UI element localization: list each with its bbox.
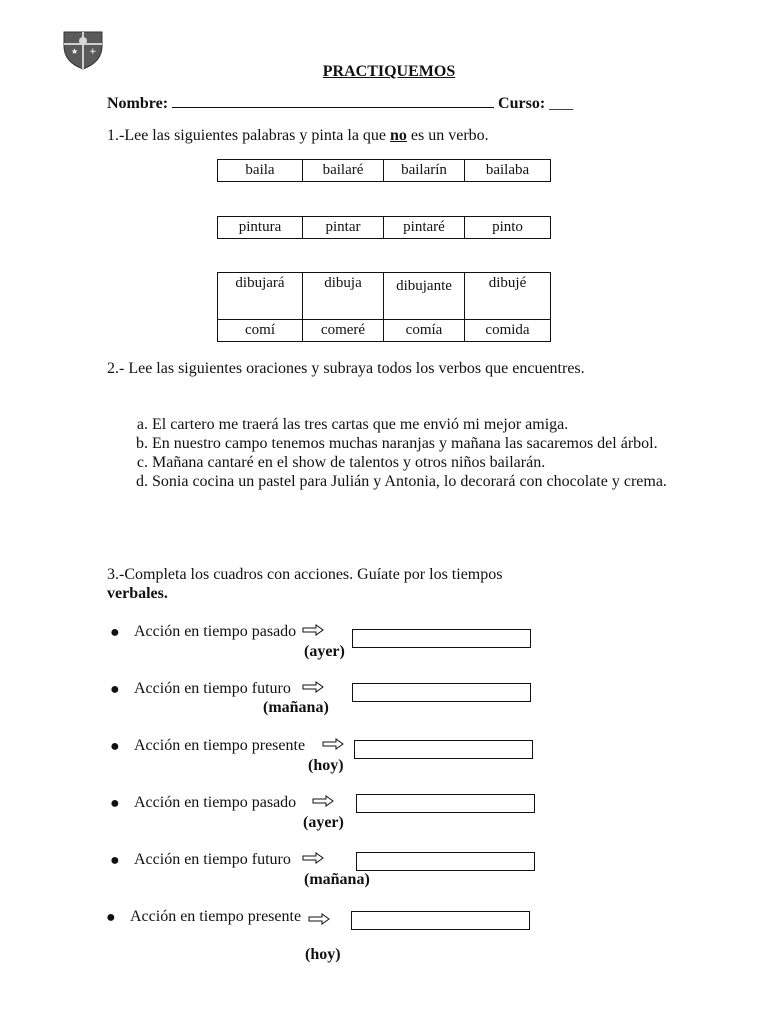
answer-box[interactable] xyxy=(356,794,535,813)
action-label: Acción en tiempo presente xyxy=(130,908,302,925)
sentence-item: d. Sonia cocina un pastel para Julián y Antonia, lo decorará con chocolate y crema. xyxy=(152,472,692,491)
word-cell[interactable]: dibujé xyxy=(465,273,551,320)
sentence-list xyxy=(128,415,692,491)
word-cell[interactable]: comeré xyxy=(303,320,384,342)
time-hint: (ayer) xyxy=(303,814,344,831)
action-label: Acción en tiempo pasado xyxy=(134,623,297,640)
curso-label: Curso: xyxy=(498,95,546,112)
word-table-3 xyxy=(217,272,551,342)
time-hint: (mañana) xyxy=(263,699,329,716)
word-cell[interactable]: bailaba xyxy=(465,160,551,182)
word-table-2 xyxy=(217,216,551,239)
right-arrow-icon xyxy=(322,738,344,750)
word-cell[interactable]: pintaré xyxy=(384,217,465,239)
bullet-icon: ● xyxy=(110,738,120,755)
action-label: Acción en tiempo futuro xyxy=(134,851,291,868)
time-hint: (hoy) xyxy=(305,946,341,963)
right-arrow-icon xyxy=(308,913,330,925)
word-cell[interactable]: bailaré xyxy=(303,160,384,182)
curso-field[interactable]: ___ xyxy=(549,95,574,112)
word-cell[interactable]: dibujará xyxy=(218,273,303,320)
word-cell[interactable]: pinto xyxy=(465,217,551,239)
word-cell[interactable]: pintura xyxy=(218,217,303,239)
bullet-icon: ● xyxy=(110,681,120,698)
word-cell[interactable]: bailarín xyxy=(384,160,465,182)
bullet-icon: ● xyxy=(110,852,120,869)
action-label: Acción en tiempo futuro xyxy=(134,680,291,697)
question-2: 2.- Lee las siguientes oraciones y subraya todos los verbos que encuentres. xyxy=(107,360,585,377)
name-course-line xyxy=(107,95,573,113)
bullet-icon: ● xyxy=(110,624,120,641)
action-label: Acción en tiempo pasado xyxy=(134,794,297,811)
nombre-label: Nombre: xyxy=(107,95,169,112)
right-arrow-icon xyxy=(302,852,324,864)
svg-text:★: ★ xyxy=(71,47,79,56)
time-hint: (mañana) xyxy=(304,871,370,888)
nombre-field[interactable] xyxy=(172,107,494,108)
question-3: 3.-Completa los cuadros con acciones. Guíate por los tiempos verbales. xyxy=(107,566,503,602)
bullet-icon: ● xyxy=(110,795,120,812)
word-cell[interactable]: pintar xyxy=(303,217,384,239)
answer-box[interactable] xyxy=(354,740,533,759)
word-cell[interactable]: dibujante xyxy=(384,273,465,320)
no-emphasis: no xyxy=(390,127,407,144)
answer-box[interactable] xyxy=(356,852,535,871)
sentence-item: b. En nuestro campo tenemos muchas naranjas y mañana las sacaremos del árbol. xyxy=(152,434,692,453)
bullet-icon: ● xyxy=(106,909,116,926)
word-cell[interactable]: comía xyxy=(384,320,465,342)
time-hint: (ayer) xyxy=(304,643,345,660)
word-cell[interactable]: comí xyxy=(218,320,303,342)
word-cell[interactable]: baila xyxy=(218,160,303,182)
time-hint: (hoy) xyxy=(308,757,344,774)
page-title: PRACTIQUEMOS xyxy=(322,63,456,80)
sentence-item: c. Mañana cantaré en el show de talentos y otros niños bailarán. xyxy=(152,453,692,472)
word-cell[interactable]: dibuja xyxy=(303,273,384,320)
sentence-item: a. El cartero me traerá las tres cartas que me envió mi mejor amiga. xyxy=(152,415,692,434)
word-table-1 xyxy=(217,159,551,182)
action-label: Acción en tiempo presente xyxy=(134,737,306,754)
question-1: 1.-Lee las siguientes palabras y pinta la que no es un verbo. xyxy=(107,127,489,144)
word-cell[interactable]: comida xyxy=(465,320,551,342)
svg-text:+: + xyxy=(89,47,97,57)
right-arrow-icon xyxy=(302,624,324,636)
right-arrow-icon xyxy=(312,795,334,807)
answer-box[interactable] xyxy=(352,629,531,648)
right-arrow-icon xyxy=(302,681,324,693)
answer-box[interactable] xyxy=(352,683,531,702)
answer-box[interactable] xyxy=(351,911,530,930)
